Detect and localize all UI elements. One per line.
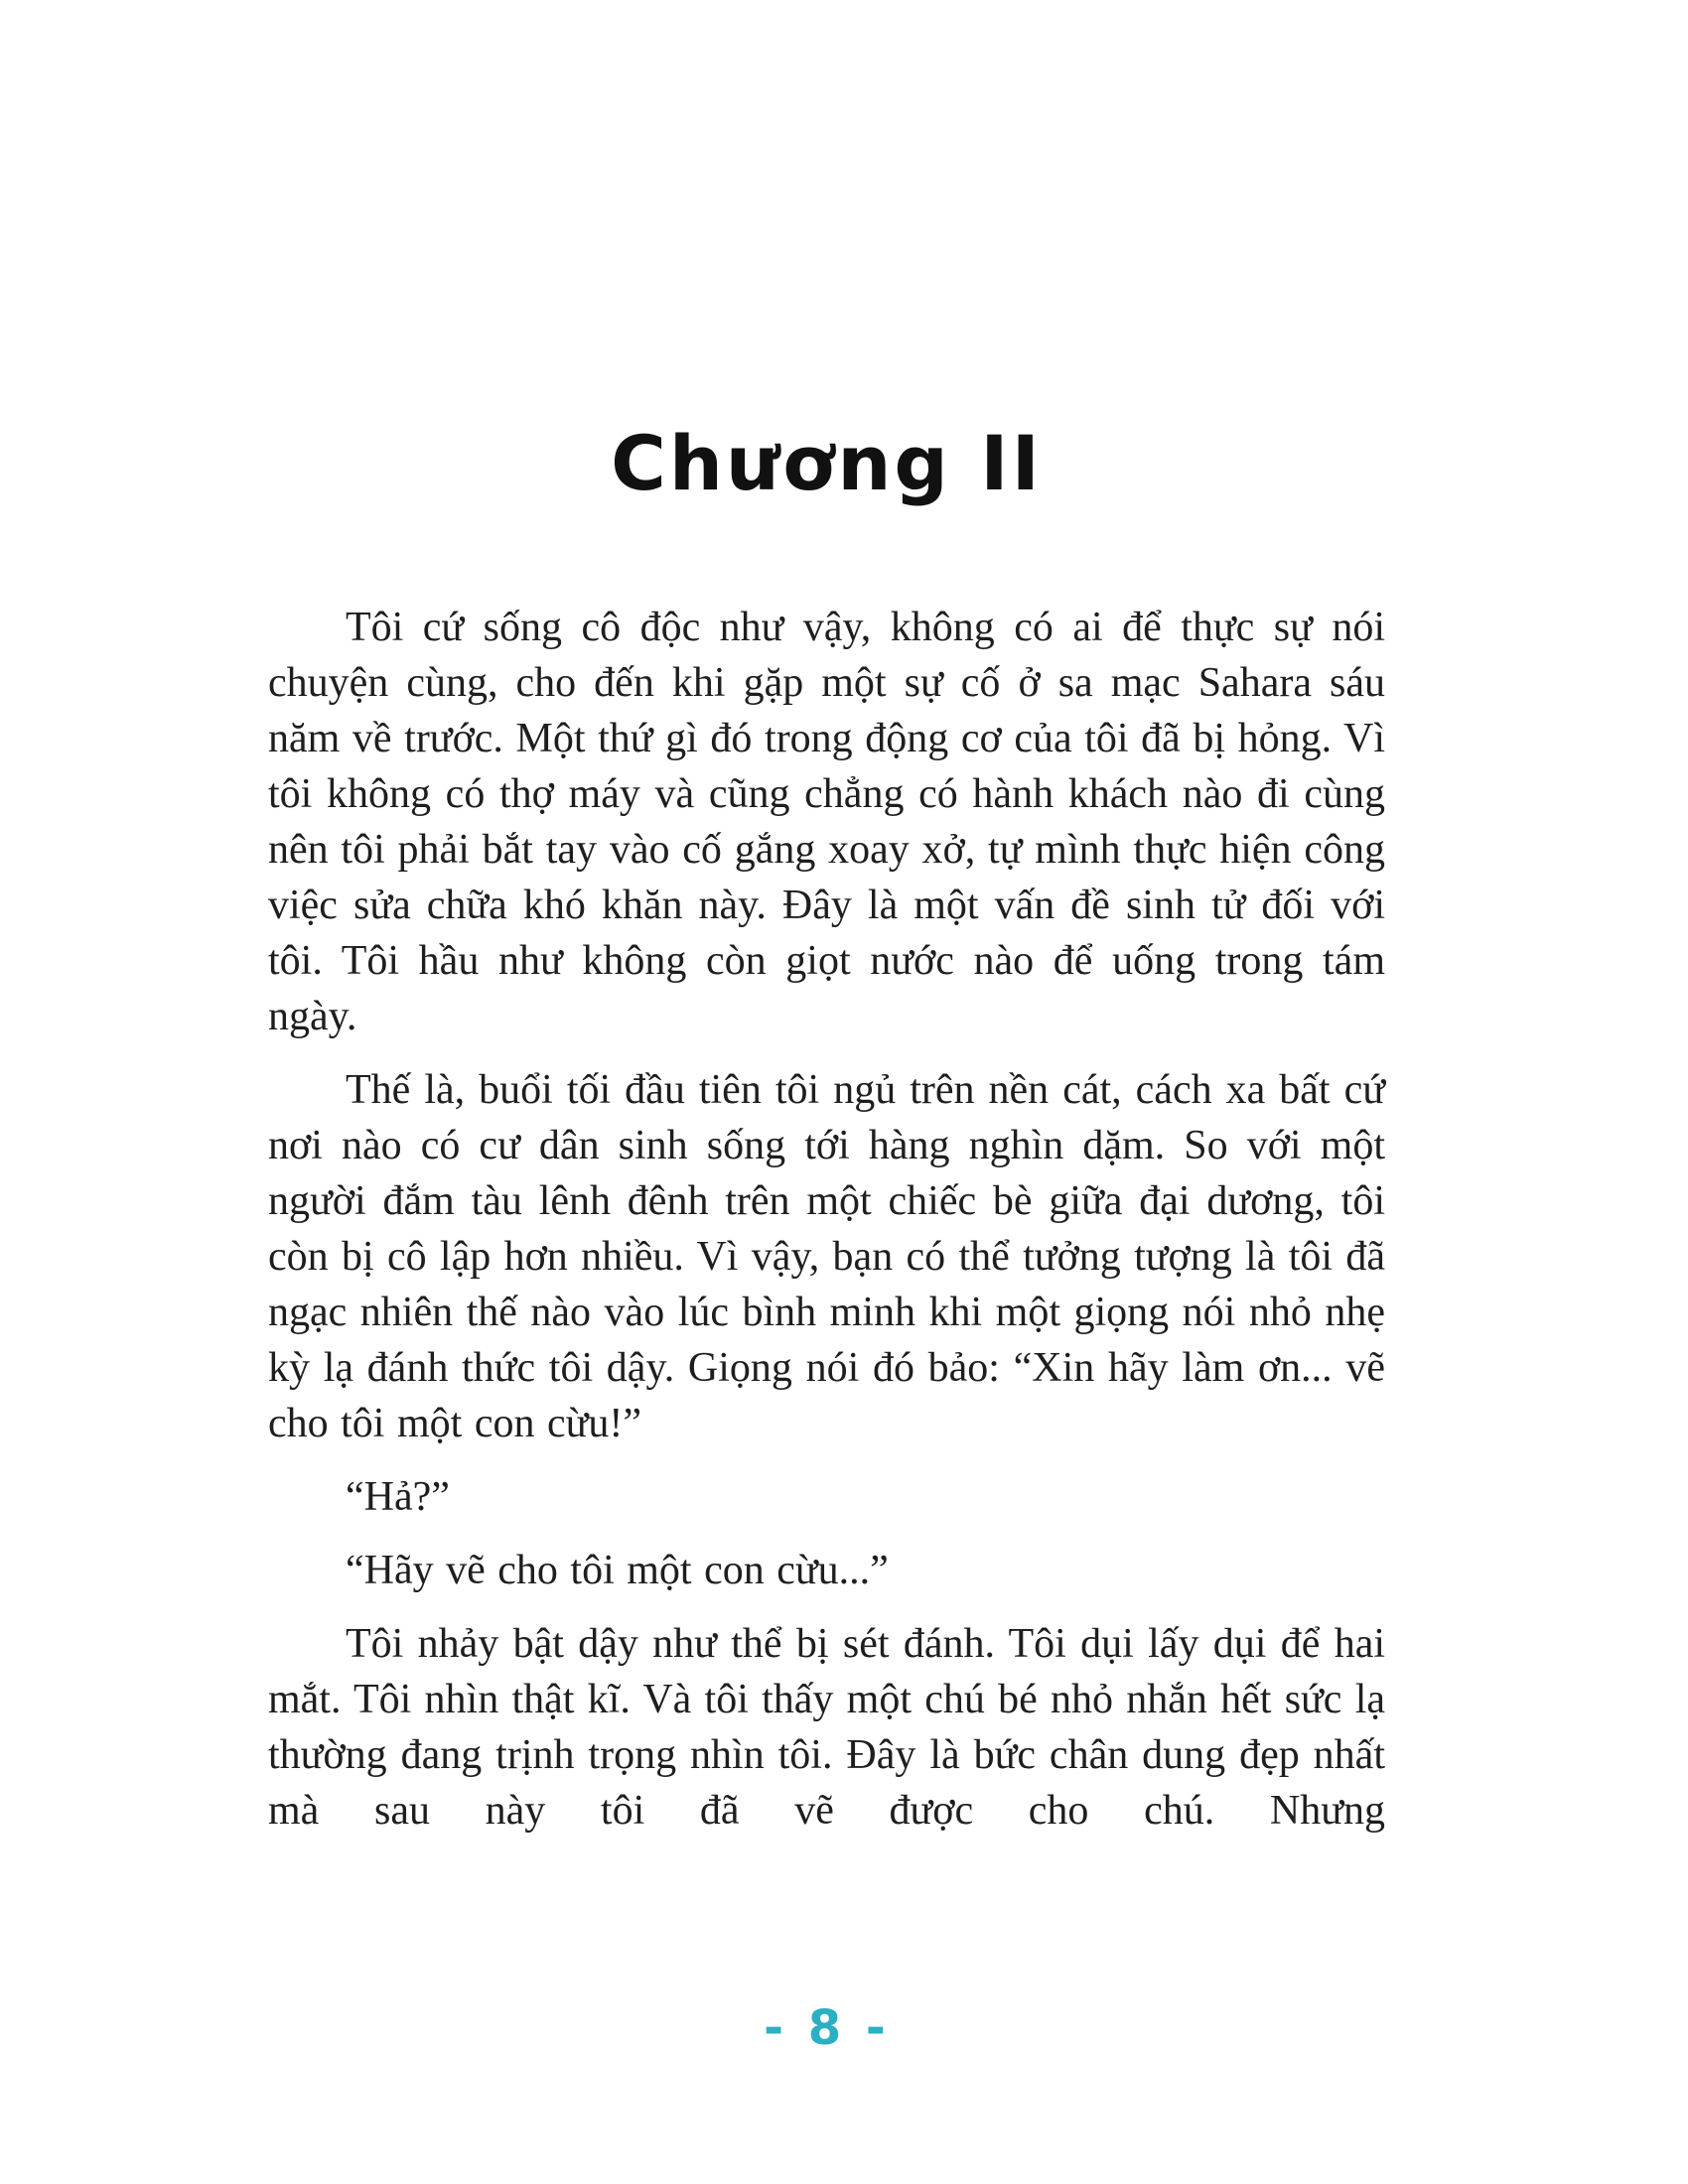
paragraph-1: Tôi cứ sống cô độc như vậy, không có ai để thực sự nói chuyện cùng, cho đến khi gặp một sự cố ở sa mạc Sahara sáu năm về trước. Một thứ gì đó trong động cơ của tôi đã bị hỏng. Vì tôi không có thợ máy và cũng chẳng có hành khách nào đi cùng nên tôi phải bắt tay vào cố gắng xoay xở, tự mình thực hiện công việc sửa chữa khó khăn này. Đây là một vấn đề sinh tử đối với tôi. Tôi hầu như không còn giọt nước nào để uống trong tám ngày. <box>268 604 1385 1039</box>
paragraph-5: Tôi nhảy bật dậy như thể bị sét đánh. Tôi dụi lấy dụi để hai mắt. Tôi nhìn thật kĩ. Và tôi thấy một chú bé nhỏ nhắn hết sức lạ thường đang trịnh trọng nhìn tôi. Đây là bức chân dung đẹp nhất mà sau này tôi đã vẽ được cho chú. Nhưng <box>268 1620 1385 1834</box>
paragraph-4: “Hãy vẽ cho tôi một con cừu...” <box>346 1547 889 1593</box>
paragraph-3: “Hả?” <box>346 1473 450 1520</box>
chapter-title: Chương II <box>611 419 1043 507</box>
page-content <box>268 419 1385 1856</box>
paragraph-2: Thế là, buổi tối đầu tiên tôi ngủ trên nền cát, cách xa bất cứ nơi nào có cư dân sinh sống tới hàng nghìn dặm. So với một người đắm tàu lênh đênh trên một chiếc bè giữa đại dương, tôi còn bị cô lập hơn nhiều. Vì vậy, bạn có thể tưởng tượng là tôi đã ngạc nhiên thế nào vào lúc bình minh khi một giọng nói nhỏ nhẹ kỳ lạ đánh thức tôi dậy. Giọng nói đó bảo: “Xin hãy làm ơn... vẽ cho tôi một con cừu!” <box>268 1066 1385 1446</box>
page-body <box>268 600 1385 1839</box>
page-number: - 8 - <box>764 2000 890 2056</box>
